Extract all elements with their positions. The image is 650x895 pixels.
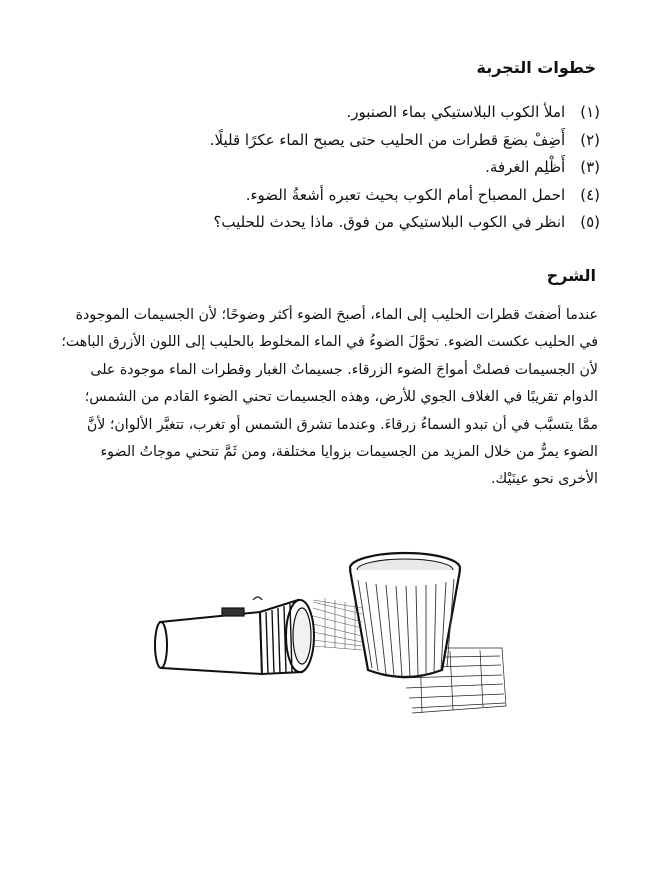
steps-heading: خطوات التجربة (476, 58, 596, 77)
step-number: (٢) (580, 130, 600, 149)
steps-list (60, 99, 600, 237)
step-item (60, 209, 600, 237)
step-number: (٣) (580, 158, 600, 176)
explanation-heading: الشرح (546, 266, 596, 285)
step-text: انظر في الكوب البلاستيكي من فوق. ماذا يحدث للحليب؟ (213, 213, 566, 231)
step-item (60, 182, 600, 210)
step-text: أَظْلِم الغرفة. (485, 158, 566, 176)
explanation-line: ممَّا يتسبَّب في أن تبدو السماءُ زرقاءَ. وعندما تشرق الشمس أو تغرب، تتغيَّر الألوان؛ لأنَّ (86, 416, 598, 433)
step-text: احمل المصباح أمام الكوب بحيث تعبره أشعةُ الضوء. (245, 185, 566, 204)
explanation-line: الضوء يمرُّ من خلال المزيد من الجسيمات بزوايا مختلفة، ومن ثَمَّ تنحني موجاتُ الضوء (100, 444, 598, 461)
explanation-line: الدوام تقريبًا في الغلاف الجوي للأرض، وهذه الجسيمات تحني الضوء القادم من الشمس؛ (84, 389, 598, 406)
explanation-line: لأن الجسيمات فصلتْ أمواجَ الضوء الزرقاء. جسيماتُ الغبار وقطرات الماء موجودة على (90, 361, 598, 378)
flashlight-cup-illustration (150, 528, 510, 728)
step-number: (٤) (580, 185, 600, 204)
step-number: (٥) (580, 213, 600, 231)
switch-mark (253, 597, 262, 600)
explanation-line: الأخرى نحو عينَيْك. (491, 471, 598, 488)
step-text: املأ الكوب البلاستيكي بماء الصنبور. (346, 103, 566, 121)
explanation-line: في الحليب عكست الضوء. تحوَّلَ الضوءُ في الماء المخلوط بالحليب إلى اللون الأزرق الباهت؛ (61, 334, 598, 351)
explanation-paragraph (46, 302, 598, 494)
step-item (60, 154, 600, 182)
explanation-line: عندما أضفتَ قطرات الحليب إلى الماء، أصبحَ الضوء أكثر وضوحًا؛ لأن الجسيمات الموجودة (75, 307, 598, 323)
plastic-cup (350, 553, 460, 677)
step-number: (١) (580, 103, 600, 121)
step-text: أَضِفْ بضعَ قطرات من الحليب حتى يصبح الماء عكرًا قليلًا. (209, 130, 566, 149)
step-item (60, 99, 600, 127)
step-item (60, 127, 600, 155)
light-beam (313, 598, 362, 650)
